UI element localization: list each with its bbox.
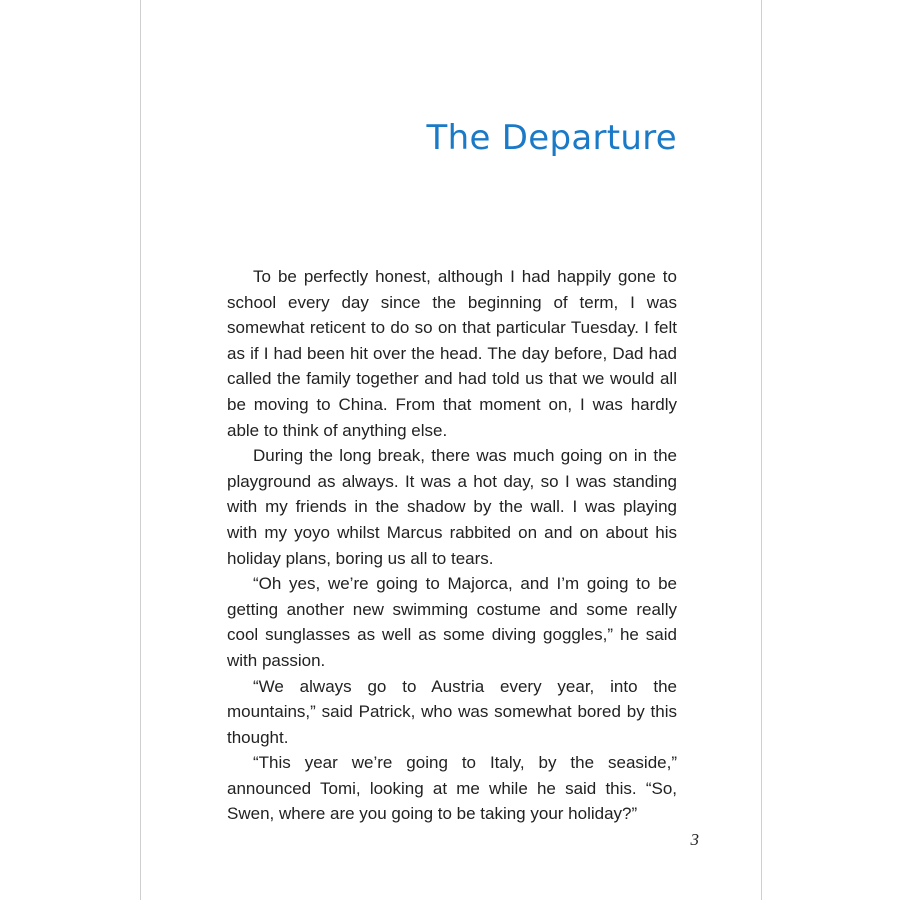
paragraph: During the long break, there was much going on in the playground as always. It was a hot day, so I was standing with my friends in the shadow by the wall. I was playing with my yoyo whilst Marcus rabbited on and on about his holiday plans, boring us all to tears.: [227, 446, 677, 568]
paragraph: “This year we’re going to Italy, by the seaside,” announced Tomi, looking at me while he said this. “So, Swen, where are you going to be taking your holiday?”: [227, 753, 677, 824]
chapter-title: The Departure: [426, 118, 677, 158]
body-text: [227, 264, 677, 827]
paragraph: “We always go to Austria every year, into the mountains,” said Patrick, who was somewhat bored by this thought.: [227, 676, 677, 747]
paragraph: “Oh yes, we’re going to Majorca, and I’m going to be getting another new swimming costume and some really cool sunglasses as well as some diving goggles,” he said with passion.: [227, 574, 677, 670]
paragraph: To be perfectly honest, although I had happily gone to school every day since the beginning of term, I was somewhat reticent to do so on that particular Tuesday. I felt as if I had been hit over the head. The day before, Dad had called the family together and had told us that we would all be moving to China. From that moment on, I was hardly able to think of anything else.: [227, 267, 677, 440]
book-page: [140, 0, 762, 900]
page-number: 3: [690, 830, 699, 849]
